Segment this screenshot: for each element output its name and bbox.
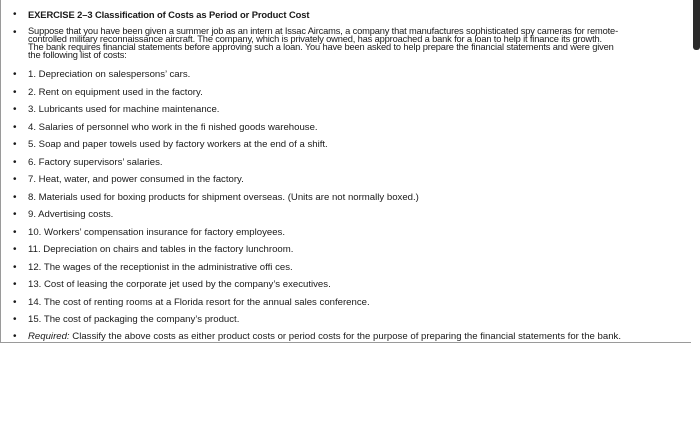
cost-item-text: 5. Soap and paper towels used by factory workers at the end of a shift.: [28, 139, 328, 150]
intro-line: Suppose that you have been given a summer job as an intern at Issac Aircams, a company that manufactures sophisticated spy cameras for remote-: [28, 26, 619, 36]
bullet-icon: •: [13, 262, 17, 273]
cost-item-text: 14. The cost of renting rooms at a Florida resort for the annual sales conference.: [28, 297, 370, 308]
bullet-icon: •: [13, 122, 17, 133]
bullet-icon: •: [13, 69, 17, 80]
cost-item-text: 9. Advertising costs.: [28, 209, 114, 220]
cost-item-text: 8. Materials used for boxing products for shipment overseas. (Units are not normally boxed.): [28, 192, 419, 203]
cost-item-text: 10. Workers’ compensation insurance for factory employees.: [28, 227, 286, 238]
bullet-icon: •: [13, 87, 17, 98]
cost-item-text: 13. Cost of leasing the corporate jet used by the company’s executives.: [28, 279, 331, 290]
cost-item-text: 1. Depreciation on salespersons’ cars.: [28, 69, 191, 80]
cost-item-text: 15. The cost of packaging the company’s product.: [28, 314, 240, 325]
scrollbar-thumb[interactable]: [693, 0, 700, 50]
bullet-icon: •: [13, 279, 17, 290]
bullet-icon: •: [13, 297, 17, 308]
cost-item-text: 3. Lubricants used for machine maintenance.: [28, 104, 220, 115]
cost-item-text: 12. The wages of the receptionist in the administrative offi ces.: [28, 262, 293, 273]
bullet-icon: •: [13, 192, 17, 203]
intro-line: the following list of costs:: [28, 50, 127, 60]
bullet-icon: •: [13, 314, 17, 325]
cost-item-text: 2. Rent on equipment used in the factory.: [28, 87, 203, 98]
vertical-scrollbar[interactable]: [691, 0, 700, 343]
required-label: Required:: [28, 331, 70, 342]
required-text: Classify the above costs as either product costs or period costs for the purpose of preparing the financial statements for the bank.: [69, 331, 622, 342]
bullet-icon: •: [13, 9, 17, 20]
required-instruction: [28, 331, 621, 342]
bullet-icon: •: [13, 227, 17, 238]
bullet-icon: •: [13, 139, 17, 150]
bullet-icon: •: [13, 27, 17, 38]
intro-line: The bank requires financial statements before approving such a loan. You have been asked to help prepare the financial statements and were given: [28, 42, 614, 52]
bullet-icon: •: [13, 244, 17, 255]
cost-item-text: 6. Factory supervisors’ salaries.: [28, 157, 163, 168]
bullet-icon: •: [13, 157, 17, 168]
cost-item-text: 4. Salaries of personnel who work in the fi nished goods warehouse.: [28, 122, 318, 133]
cost-item-text: 7. Heat, water, and power consumed in the factory.: [28, 174, 244, 185]
intro-line: controlled military reconnaissance aircraft. The company, which is privately owned, has approached a bank for a loan to help it finance its growth.: [28, 34, 602, 44]
intro-paragraph: [28, 27, 694, 59]
bullet-icon: •: [13, 209, 17, 220]
bullet-icon: •: [13, 104, 17, 115]
bullet-icon: •: [13, 174, 17, 185]
cost-item-text: 11. Depreciation on chairs and tables in the factory lunchroom.: [28, 244, 294, 255]
exercise-title: EXERCISE 2–3 Classification of Costs as Period or Product Cost: [28, 9, 310, 20]
bullet-icon: •: [13, 331, 17, 342]
